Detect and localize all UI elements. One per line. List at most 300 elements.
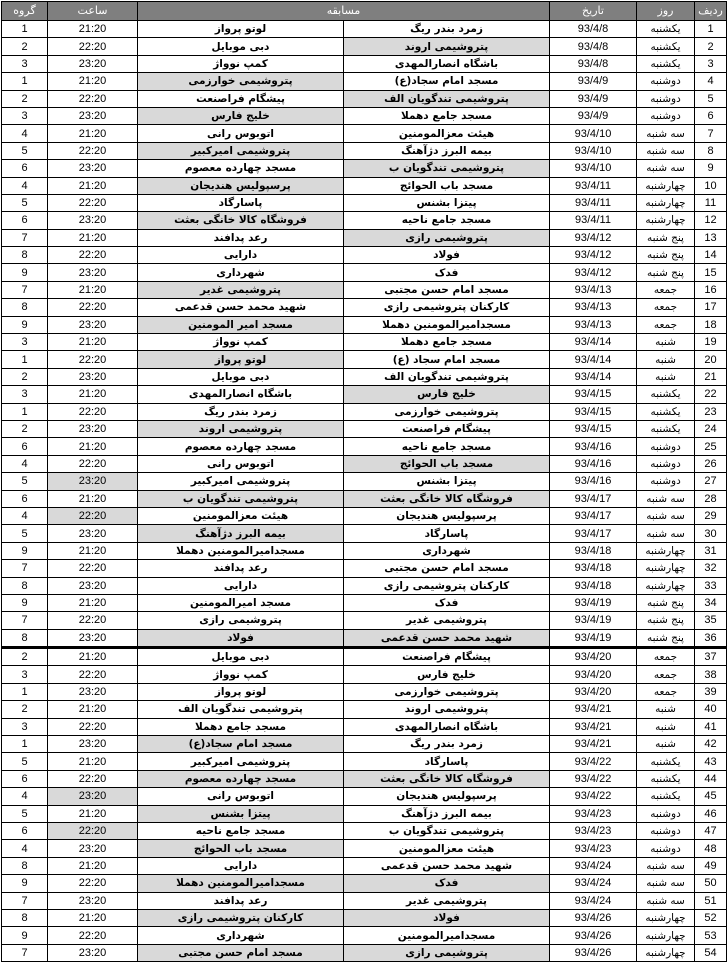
group-cell: 9 <box>2 542 48 559</box>
date-cell: 93/4/9 <box>550 107 637 124</box>
group-cell: 7 <box>2 229 48 246</box>
group-cell: 3 <box>2 55 48 72</box>
team-home-cell: پتروشیمی غدیر <box>344 612 550 629</box>
table-row <box>2 840 727 857</box>
team-away-cell: لوتو پرواز <box>138 683 344 700</box>
team-home-cell: مسجد امام سجاد (ع) <box>344 351 550 368</box>
row-number: 25 <box>695 438 727 455</box>
group-cell: 5 <box>2 473 48 490</box>
day-cell: سه شنبه <box>637 490 695 507</box>
group-cell: 6 <box>2 822 48 839</box>
time-cell: 22:20 <box>48 770 138 787</box>
row-number: 36 <box>695 629 727 647</box>
day-cell: پنج شنبه <box>637 629 695 647</box>
day-cell: دوشنبه <box>637 107 695 124</box>
date-cell: 93/4/16 <box>550 438 637 455</box>
team-away-cell: مسجد چهارده معصوم <box>138 438 344 455</box>
team-away-cell: پتروشیمی امیرکبیر <box>138 473 344 490</box>
table-row <box>2 90 727 107</box>
time-cell: 22:20 <box>48 822 138 839</box>
team-home-cell: بیمه البرز دژآهنگ <box>344 142 550 159</box>
group-cell: 5 <box>2 753 48 770</box>
team-away-cell: مسجد امام حسن مجتبی <box>138 944 344 961</box>
time-cell: 23:20 <box>48 107 138 124</box>
day-cell: چهارشنبه <box>637 944 695 961</box>
team-away-cell: پیشگام فراصنعت <box>138 90 344 107</box>
row-number: 49 <box>695 857 727 874</box>
table-row <box>2 55 727 72</box>
row-number: 19 <box>695 334 727 351</box>
day-cell: یکشنبه <box>637 770 695 787</box>
day-cell: سه شنبه <box>637 142 695 159</box>
row-number: 26 <box>695 455 727 472</box>
table-row <box>2 753 727 770</box>
day-cell: جمعه <box>637 666 695 683</box>
team-home-cell: باشگاه انصارالمهدی <box>344 718 550 735</box>
time-cell: 21:20 <box>48 594 138 611</box>
day-cell: دوشنبه <box>637 473 695 490</box>
team-home-cell: فدک <box>344 264 550 281</box>
date-cell: 93/4/22 <box>550 788 637 805</box>
date-cell: 93/4/23 <box>550 822 637 839</box>
group-cell: 7 <box>2 612 48 629</box>
time-cell: 21:20 <box>48 857 138 874</box>
group-cell: 8 <box>2 909 48 926</box>
day-cell: پنج شنبه <box>637 612 695 629</box>
day-cell: یکشنبه <box>637 420 695 437</box>
date-cell: 93/4/13 <box>550 281 637 298</box>
team-home-cell: پتروشیمی خوارزمی <box>344 683 550 700</box>
group-cell: 7 <box>2 892 48 909</box>
day-cell: شنبه <box>637 718 695 735</box>
time-cell: 23:20 <box>48 788 138 805</box>
team-away-cell: پتروشیمی تندگویان الف <box>138 701 344 718</box>
table-row <box>2 299 727 316</box>
table-row <box>2 403 727 420</box>
team-home-cell: پتروشیمی اروند <box>344 38 550 55</box>
team-away-cell: پتروشیمی غدیر <box>138 281 344 298</box>
date-cell: 93/4/15 <box>550 403 637 420</box>
group-cell: 4 <box>2 177 48 194</box>
team-home-cell: فولاد <box>344 909 550 926</box>
table-row <box>2 368 727 385</box>
team-away-cell: مسجد باب الحوائج <box>138 840 344 857</box>
time-cell: 23:20 <box>48 944 138 961</box>
group-cell: 1 <box>2 351 48 368</box>
group-cell: 5 <box>2 194 48 211</box>
team-away-cell: پتروشیمی امیرکبیر <box>138 753 344 770</box>
time-cell: 23:20 <box>48 473 138 490</box>
row-number: 53 <box>695 927 727 944</box>
group-cell: 9 <box>2 316 48 333</box>
team-home-cell: کارکنان پتروشیمی رازی <box>344 299 550 316</box>
team-away-cell: کمپ نوواژ <box>138 666 344 683</box>
date-cell: 93/4/26 <box>550 927 637 944</box>
group-cell: 8 <box>2 577 48 594</box>
group-cell: 4 <box>2 125 48 142</box>
team-home-cell: شهید محمد حسن قدعمی <box>344 629 550 647</box>
time-cell: 22:20 <box>48 666 138 683</box>
group-cell: 2 <box>2 38 48 55</box>
team-home-cell: پتروشیمی رازی <box>344 944 550 961</box>
team-away-cell: دبی موبایل <box>138 648 344 666</box>
table-row <box>2 701 727 718</box>
day-cell: سه شنبه <box>637 892 695 909</box>
date-cell: 93/4/21 <box>550 736 637 753</box>
group-cell: 8 <box>2 857 48 874</box>
row-number: 51 <box>695 892 727 909</box>
time-cell: 23:20 <box>48 55 138 72</box>
time-cell: 22:20 <box>48 90 138 107</box>
group-cell: 9 <box>2 264 48 281</box>
team-home-cell: خلیج فارس <box>344 666 550 683</box>
day-cell: یکشنبه <box>637 788 695 805</box>
date-cell: 93/4/19 <box>550 612 637 629</box>
team-away-cell: زمرد بندر ریگ <box>138 403 344 420</box>
table-row <box>2 666 727 683</box>
header-mosabeghe: مسابقه <box>138 2 550 21</box>
team-home-cell: کارکنان پتروشیمی رازی <box>344 577 550 594</box>
group-cell: 5 <box>2 142 48 159</box>
date-cell: 93/4/17 <box>550 525 637 542</box>
table-row <box>2 577 727 594</box>
team-home-cell: پتروشیمی تندگویان الف <box>344 368 550 385</box>
team-away-cell: مسجد امیر المومنین <box>138 316 344 333</box>
team-home-cell: زمرد بندر ریگ <box>344 736 550 753</box>
group-cell: 8 <box>2 629 48 647</box>
date-cell: 93/4/14 <box>550 334 637 351</box>
team-away-cell: پتروشیمی اروند <box>138 420 344 437</box>
row-number: 8 <box>695 142 727 159</box>
time-cell: 21:20 <box>48 125 138 142</box>
row-number: 47 <box>695 822 727 839</box>
group-cell: 1 <box>2 736 48 753</box>
date-cell: 93/4/15 <box>550 386 637 403</box>
date-cell: 93/4/20 <box>550 666 637 683</box>
table-row <box>2 718 727 735</box>
group-cell: 6 <box>2 160 48 177</box>
team-home-cell: فدک <box>344 875 550 892</box>
team-home-cell: مسجد باب الحوائج <box>344 177 550 194</box>
team-home-cell: هیئت معزالمومنین <box>344 125 550 142</box>
date-cell: 93/4/10 <box>550 160 637 177</box>
day-cell: یکشنبه <box>637 403 695 420</box>
group-cell: 8 <box>2 299 48 316</box>
group-cell: 6 <box>2 770 48 787</box>
day-cell: دوشنبه <box>637 438 695 455</box>
header-goroh: گروه <box>2 2 48 21</box>
date-cell: 93/4/14 <box>550 351 637 368</box>
row-number: 44 <box>695 770 727 787</box>
team-home-cell: پیشگام فراصنعت <box>344 648 550 666</box>
time-cell: 21:20 <box>48 542 138 559</box>
day-cell: دوشنبه <box>637 822 695 839</box>
date-cell: 93/4/10 <box>550 142 637 159</box>
day-cell: پنج شنبه <box>637 264 695 281</box>
team-home-cell: باشگاه انصارالمهدی <box>344 55 550 72</box>
group-cell: 9 <box>2 875 48 892</box>
day-cell: سه شنبه <box>637 525 695 542</box>
team-away-cell: پاسارگاد <box>138 194 344 211</box>
team-away-cell: دبی موبایل <box>138 368 344 385</box>
date-cell: 93/4/12 <box>550 247 637 264</box>
time-cell: 21:20 <box>48 21 138 38</box>
date-cell: 93/4/9 <box>550 90 637 107</box>
team-home-cell: فولاد <box>344 247 550 264</box>
time-cell: 23:20 <box>48 420 138 437</box>
row-number: 5 <box>695 90 727 107</box>
team-away-cell: پتروشیمی رازی <box>138 612 344 629</box>
day-cell: جمعه <box>637 316 695 333</box>
date-cell: 93/4/26 <box>550 944 637 961</box>
team-home-cell: پاسارگاد <box>344 525 550 542</box>
table-row <box>2 194 727 211</box>
table-row <box>2 247 727 264</box>
time-cell: 21:20 <box>48 909 138 926</box>
row-number: 23 <box>695 403 727 420</box>
table-row <box>2 629 727 647</box>
time-cell: 23:20 <box>48 264 138 281</box>
team-home-cell: پتروشیمی غدیر <box>344 892 550 909</box>
row-number: 9 <box>695 160 727 177</box>
day-cell: یکشنبه <box>637 21 695 38</box>
team-away-cell: باشگاه انصارالمهدی <box>138 386 344 403</box>
team-home-cell: پرسپولیس هندیجان <box>344 507 550 524</box>
row-number: 27 <box>695 473 727 490</box>
time-cell: 21:20 <box>48 334 138 351</box>
row-number: 30 <box>695 525 727 542</box>
team-home-cell: مسجد امام سجاد(ع) <box>344 73 550 90</box>
time-cell: 22:20 <box>48 718 138 735</box>
table-row <box>2 944 727 961</box>
row-number: 11 <box>695 194 727 211</box>
row-number: 4 <box>695 73 727 90</box>
date-cell: 93/4/11 <box>550 212 637 229</box>
team-home-cell: خلیج فارس <box>344 386 550 403</box>
date-cell: 93/4/12 <box>550 264 637 281</box>
day-cell: دوشنبه <box>637 90 695 107</box>
group-cell: 6 <box>2 212 48 229</box>
day-cell: سه شنبه <box>637 507 695 524</box>
day-cell: چهارشنبه <box>637 909 695 926</box>
team-away-cell: رعد پدافند <box>138 560 344 577</box>
row-number: 42 <box>695 736 727 753</box>
time-cell: 21:20 <box>48 753 138 770</box>
team-home-cell: پیتزا بشنس <box>344 473 550 490</box>
table-row <box>2 21 727 38</box>
day-cell: شنبه <box>637 736 695 753</box>
date-cell: 93/4/20 <box>550 683 637 700</box>
time-cell: 21:20 <box>48 438 138 455</box>
group-cell: 1 <box>2 403 48 420</box>
team-away-cell: خلیج فارس <box>138 107 344 124</box>
day-cell: دوشنبه <box>637 455 695 472</box>
group-cell: 2 <box>2 648 48 666</box>
table-row <box>2 683 727 700</box>
group-cell: 9 <box>2 594 48 611</box>
team-away-cell: پتروشیمی خوارزمی <box>138 73 344 90</box>
table-row <box>2 594 727 611</box>
time-cell: 23:20 <box>48 683 138 700</box>
row-number: 15 <box>695 264 727 281</box>
group-cell: 2 <box>2 368 48 385</box>
day-cell: سه شنبه <box>637 857 695 874</box>
table-row <box>2 542 727 559</box>
table-row <box>2 107 727 124</box>
row-number: 33 <box>695 577 727 594</box>
row-number: 24 <box>695 420 727 437</box>
group-cell: 8 <box>2 247 48 264</box>
row-number: 14 <box>695 247 727 264</box>
group-cell: 1 <box>2 73 48 90</box>
day-cell: دوشنبه <box>637 840 695 857</box>
table-row <box>2 160 727 177</box>
time-cell: 23:20 <box>48 840 138 857</box>
time-cell: 21:20 <box>48 229 138 246</box>
row-number: 38 <box>695 666 727 683</box>
team-away-cell: شهرداری <box>138 927 344 944</box>
day-cell: پنج شنبه <box>637 247 695 264</box>
date-cell: 93/4/26 <box>550 909 637 926</box>
team-away-cell: شهید محمد حسن قدعمی <box>138 299 344 316</box>
group-cell: 4 <box>2 507 48 524</box>
team-home-cell: مسجدامیرالمومنین <box>344 927 550 944</box>
row-number: 43 <box>695 753 727 770</box>
row-number: 32 <box>695 560 727 577</box>
team-away-cell: مسجدامیرالمومنین دهملا <box>138 542 344 559</box>
day-cell: جمعه <box>637 683 695 700</box>
day-cell: سه شنبه <box>637 875 695 892</box>
team-away-cell: مسجد جامع ناحیه <box>138 822 344 839</box>
time-cell: 21:20 <box>48 648 138 666</box>
group-cell: 2 <box>2 701 48 718</box>
team-home-cell: پیشگام فراصنعت <box>344 420 550 437</box>
time-cell: 22:20 <box>48 194 138 211</box>
header-tarikh: تاریخ <box>550 2 637 21</box>
team-away-cell: رعد پدافند <box>138 892 344 909</box>
team-away-cell: کمپ نوواژ <box>138 55 344 72</box>
team-home-cell: مسجد جامع ناحیه <box>344 212 550 229</box>
row-number: 2 <box>695 38 727 55</box>
table-row <box>2 822 727 839</box>
table-row <box>2 736 727 753</box>
group-cell: 3 <box>2 386 48 403</box>
table-row <box>2 438 727 455</box>
date-cell: 93/4/22 <box>550 753 637 770</box>
team-away-cell: پتروشیمی امیرکبیر <box>138 142 344 159</box>
team-home-cell: پتروشیمی خوارزمی <box>344 403 550 420</box>
schedule-table <box>1 1 727 962</box>
row-number: 48 <box>695 840 727 857</box>
date-cell: 93/4/19 <box>550 594 637 611</box>
day-cell: چهارشنبه <box>637 177 695 194</box>
team-home-cell: پتروشیمی تندگویان ب <box>344 160 550 177</box>
row-number: 3 <box>695 55 727 72</box>
team-away-cell: مسجد امیرالمومنین <box>138 594 344 611</box>
row-number: 50 <box>695 875 727 892</box>
team-home-cell: پتروشیمی رازی <box>344 229 550 246</box>
table-row <box>2 316 727 333</box>
group-cell: 3 <box>2 666 48 683</box>
day-cell: یکشنبه <box>637 55 695 72</box>
table-row <box>2 473 727 490</box>
row-number: 16 <box>695 281 727 298</box>
date-cell: 93/4/15 <box>550 420 637 437</box>
table-row <box>2 857 727 874</box>
team-home-cell: پاسارگاد <box>344 753 550 770</box>
table-row <box>2 770 727 787</box>
table-row <box>2 805 727 822</box>
day-cell: یکشنبه <box>637 386 695 403</box>
group-cell: 4 <box>2 788 48 805</box>
team-home-cell: بیمه البرز دژآهنگ <box>344 805 550 822</box>
team-home-cell: پرسپولیس هندیجان <box>344 788 550 805</box>
date-cell: 93/4/20 <box>550 648 637 666</box>
table-row <box>2 177 727 194</box>
table-row <box>2 455 727 472</box>
time-cell: 23:20 <box>48 892 138 909</box>
row-number: 22 <box>695 386 727 403</box>
table-row <box>2 73 727 90</box>
table-row <box>2 927 727 944</box>
date-cell: 93/4/24 <box>550 857 637 874</box>
date-cell: 93/4/9 <box>550 73 637 90</box>
row-number: 7 <box>695 125 727 142</box>
date-cell: 93/4/18 <box>550 542 637 559</box>
day-cell: شنبه <box>637 351 695 368</box>
row-number: 37 <box>695 648 727 666</box>
table-row <box>2 560 727 577</box>
team-away-cell: کارکنان پتروشیمی رازی <box>138 909 344 926</box>
table-row <box>2 507 727 524</box>
row-number: 31 <box>695 542 727 559</box>
day-cell: چهارشنبه <box>637 927 695 944</box>
group-cell: 3 <box>2 718 48 735</box>
time-cell: 23:20 <box>48 525 138 542</box>
team-home-cell: پتروشیمی تندگویان الف <box>344 90 550 107</box>
time-cell: 22:20 <box>48 351 138 368</box>
group-cell: 6 <box>2 490 48 507</box>
day-cell: چهارشنبه <box>637 212 695 229</box>
table-row <box>2 264 727 281</box>
time-cell: 23:20 <box>48 629 138 647</box>
table-row <box>2 875 727 892</box>
row-number: 10 <box>695 177 727 194</box>
day-cell: چهارشنبه <box>637 577 695 594</box>
group-cell: 2 <box>2 90 48 107</box>
date-cell: 93/4/17 <box>550 490 637 507</box>
team-away-cell: لوتو پرواز <box>138 21 344 38</box>
team-away-cell: مسجد چهارده معصوم <box>138 770 344 787</box>
day-cell: دوشنبه <box>637 73 695 90</box>
team-away-cell: هیئت معزالمومنین <box>138 507 344 524</box>
row-number: 35 <box>695 612 727 629</box>
time-cell: 23:20 <box>48 368 138 385</box>
date-cell: 93/4/13 <box>550 299 637 316</box>
team-away-cell: اتوبوس رانی <box>138 455 344 472</box>
date-cell: 93/4/13 <box>550 316 637 333</box>
date-cell: 93/4/23 <box>550 805 637 822</box>
time-cell: 22:20 <box>48 455 138 472</box>
date-cell: 93/4/8 <box>550 21 637 38</box>
date-cell: 93/4/18 <box>550 560 637 577</box>
day-cell: پنج شنبه <box>637 229 695 246</box>
time-cell: 23:20 <box>48 577 138 594</box>
date-cell: 93/4/16 <box>550 473 637 490</box>
team-home-cell: پیتزا بشنس <box>344 194 550 211</box>
team-away-cell: اتوبوس رانی <box>138 788 344 805</box>
day-cell: جمعه <box>637 299 695 316</box>
